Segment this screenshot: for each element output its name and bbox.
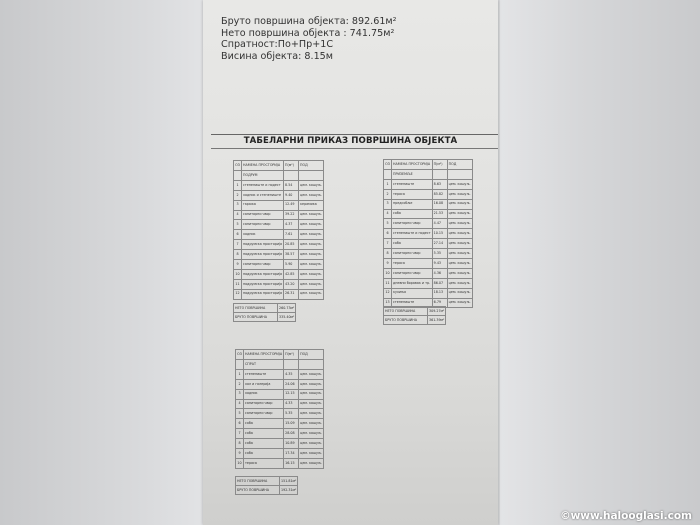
- room-area: 20.85: [284, 240, 299, 250]
- row-number: 5: [384, 219, 392, 229]
- floor-finish: цем. кошуљ.: [299, 220, 324, 230]
- floor-finish: цем. кошуљ.: [447, 298, 472, 308]
- room-area: 85.82: [432, 189, 447, 199]
- row-number: 2: [384, 189, 392, 199]
- room-area: 5.35: [284, 409, 299, 419]
- row-number: 12: [384, 288, 392, 298]
- room-name: подрумска просторија: [242, 240, 284, 250]
- row-number: 4: [234, 210, 242, 220]
- basement-totals: [233, 303, 296, 322]
- room-area: 4.36: [432, 268, 447, 278]
- gross-label: БРУТО ПОВРШИНА: [384, 316, 428, 325]
- table-row: [236, 419, 324, 429]
- gross-area-line: Бруто површина објекта: 892.61м²: [221, 16, 397, 27]
- table-row: [234, 220, 324, 230]
- row-number: 6: [234, 230, 242, 240]
- document-page: [203, 0, 498, 525]
- table-row: [384, 219, 473, 229]
- floor-finish: цем. кошуљ.: [299, 279, 324, 289]
- row-number: 8: [236, 439, 244, 449]
- height-line: Висина објекта: 8.15м: [221, 51, 334, 63]
- header-cell: ОЗ: [234, 161, 242, 171]
- room-area: 27.14: [432, 239, 447, 249]
- room-area: 4.35: [284, 369, 299, 379]
- floor-finish: цем. кошуљ.: [299, 419, 324, 429]
- table-row: [236, 449, 324, 459]
- row-number: 4: [236, 399, 244, 409]
- floor-finish: цем. кошуљ.: [447, 179, 472, 189]
- room-name: соба: [392, 209, 433, 219]
- room-name: подрумска просторија: [242, 279, 284, 289]
- floor-finish: цем. кошуљ.: [299, 190, 324, 200]
- net-value: 151.81м²: [280, 477, 298, 486]
- row-number: 12: [234, 289, 242, 299]
- room-area: 4.33: [284, 399, 299, 409]
- room-area: 10.15: [432, 229, 447, 239]
- room-area: 16.08: [432, 199, 447, 209]
- title-rule-bottom: [211, 148, 498, 149]
- floor-finish: цем. кошуљ.: [299, 250, 324, 260]
- room-name: соба: [244, 429, 284, 439]
- table-header-row: [384, 160, 473, 170]
- table-header-row: [234, 161, 324, 171]
- upper-floor-totals: [235, 476, 298, 495]
- room-name: подрумска просторија: [242, 289, 284, 299]
- room-name: ходник и степениште: [242, 190, 284, 200]
- table-row: [234, 269, 324, 279]
- room-area: 4.37: [284, 220, 299, 230]
- row-number: 7: [236, 429, 244, 439]
- floor-finish: керамика: [299, 200, 324, 210]
- room-name: санитарни чвор: [242, 210, 284, 220]
- room-name: соба: [244, 419, 284, 429]
- room-area: 4.47: [432, 219, 447, 229]
- row-number: 8: [384, 249, 392, 259]
- row-number: 1: [384, 179, 392, 189]
- floor-finish: цем. кошуљ.: [447, 259, 472, 269]
- floor-finish: цем. кошуљ.: [299, 210, 324, 220]
- room-area: 12.49: [284, 200, 299, 210]
- row-number: 11: [384, 278, 392, 288]
- header-cell: П(м²): [432, 160, 447, 170]
- floor-finish: цем. кошуљ.: [299, 429, 324, 439]
- room-name: санитарни чвор: [244, 399, 284, 409]
- room-area: 39.22: [284, 210, 299, 220]
- room-name: санитарни чвор: [244, 409, 284, 419]
- row-number: 4: [384, 209, 392, 219]
- row-number: 7: [234, 240, 242, 250]
- floor-finish: цем. кошуљ.: [299, 369, 324, 379]
- room-area: 21.53: [432, 209, 447, 219]
- room-name: гаража: [242, 200, 284, 210]
- gross-total-row: [236, 486, 298, 495]
- room-area: 9.43: [432, 259, 447, 269]
- row-number: 3: [236, 389, 244, 399]
- room-name: санитарни чвор: [392, 219, 433, 229]
- object-summary: [221, 16, 397, 63]
- row-number: 10: [236, 458, 244, 468]
- table-row: [234, 200, 324, 210]
- header-cell: НАМЕНА ПРОСТОРИЈА: [392, 160, 433, 170]
- floor-finish: цем. кошуљ.: [447, 199, 472, 209]
- room-area: 15.09: [284, 419, 299, 429]
- title-rule-top: [211, 134, 498, 135]
- room-area: 9.40: [284, 190, 299, 200]
- floor-finish: цем. кошуљ.: [447, 288, 472, 298]
- upper-floor-table: [235, 349, 324, 469]
- room-name: степениште: [392, 298, 433, 308]
- room-name: санитарни чвор: [392, 268, 433, 278]
- room-name: степениште и подест: [242, 180, 284, 190]
- table-row: [384, 288, 473, 298]
- background-left: [0, 0, 205, 525]
- room-area: 18.13: [432, 288, 447, 298]
- upper-floor-rows: [236, 369, 324, 468]
- row-number: 7: [384, 239, 392, 249]
- room-name: тераса: [392, 189, 433, 199]
- gross-label: БРУТО ПОВРШИНА: [236, 486, 280, 495]
- section-row: [234, 171, 324, 181]
- table-row: [384, 179, 473, 189]
- table-row: [236, 379, 324, 389]
- floor-finish: цем. кошуљ.: [447, 219, 472, 229]
- floor-finish: цем. кошуљ.: [299, 230, 324, 240]
- table-row: [384, 229, 473, 239]
- section-label: ПРИЗЕМЉЕ: [392, 170, 433, 180]
- room-name: ходник: [244, 389, 284, 399]
- room-area: 86.07: [432, 278, 447, 288]
- table-row: [236, 439, 324, 449]
- row-number: 2: [236, 379, 244, 389]
- room-area: 42.85: [284, 269, 299, 279]
- room-area: 10.89: [284, 439, 299, 449]
- row-number: 13: [384, 298, 392, 308]
- floor-finish: цем. кошуљ.: [447, 249, 472, 259]
- table-row: [384, 259, 473, 269]
- room-name: соба: [244, 449, 284, 459]
- room-name: дневни боравак и тр.: [392, 278, 433, 288]
- row-number: 3: [234, 200, 242, 210]
- basement-rows: [234, 180, 324, 299]
- floor-finish: цем. кошуљ.: [447, 278, 472, 288]
- room-name: тераса: [244, 458, 284, 468]
- header-cell: ПОД: [299, 161, 324, 171]
- room-name: степениште и подест: [392, 229, 433, 239]
- row-number: 9: [236, 449, 244, 459]
- table-row: [234, 190, 324, 200]
- table-row: [234, 260, 324, 270]
- section-row: [384, 170, 473, 180]
- watermark-text: ©www.halooglasi.com: [560, 510, 692, 522]
- gross-total-row: [384, 316, 446, 325]
- room-name: санитарни чвор: [392, 249, 433, 259]
- room-name: санитарни чвор: [242, 260, 284, 270]
- table-row: [236, 429, 324, 439]
- table-row: [234, 250, 324, 260]
- gross-value: 361.39м²: [428, 316, 446, 325]
- header-cell: ПОД: [299, 350, 324, 360]
- floor-finish: цем. кошуљ.: [299, 289, 324, 299]
- row-number: 6: [384, 229, 392, 239]
- room-area: 5.35: [432, 249, 447, 259]
- ground-floor-table: [383, 159, 473, 308]
- room-name: кухиња: [392, 288, 433, 298]
- table-row: [384, 239, 473, 249]
- room-name: соба: [392, 239, 433, 249]
- net-value: 260.73м²: [278, 304, 296, 313]
- ground-floor-rows: [384, 179, 473, 308]
- floor-finish: цем. кошуљ.: [299, 449, 324, 459]
- row-number: 6: [236, 419, 244, 429]
- room-name: степениште: [392, 179, 433, 189]
- net-label: НЕТО ПОВРШИНА: [236, 477, 280, 486]
- gross-total-row: [234, 313, 296, 322]
- room-name: подрумска просторија: [242, 269, 284, 279]
- table-row: [234, 230, 324, 240]
- row-number: 10: [234, 269, 242, 279]
- gross-value: 335.40м²: [278, 313, 296, 322]
- table-row: [384, 268, 473, 278]
- ground-floor-totals: [383, 306, 446, 325]
- table-row: [236, 458, 324, 468]
- header-cell: ОЗ: [384, 160, 392, 170]
- floor-finish: цем. кошуљ.: [447, 189, 472, 199]
- row-number: 8: [234, 250, 242, 260]
- net-total-row: [234, 304, 296, 313]
- room-area: 43.20: [284, 279, 299, 289]
- section-label: ПОДРУМ: [242, 171, 284, 181]
- room-area: 17.34: [284, 449, 299, 459]
- net-label: НЕТО ПОВРШИНА: [234, 304, 278, 313]
- net-label: НЕТО ПОВРШИНА: [384, 307, 428, 316]
- floor-finish: цем. кошуљ.: [299, 180, 324, 190]
- floor-finish: цем. кошуљ.: [447, 239, 472, 249]
- table-row: [234, 279, 324, 289]
- basement-table: [233, 160, 324, 300]
- net-area-line: Нето површина објекта : 741.75м²: [221, 27, 395, 39]
- net-total-row: [236, 477, 298, 486]
- room-name: ходник: [242, 230, 284, 240]
- table-row: [234, 180, 324, 190]
- header-cell: НАМЕНА ПРОСТОРИЈА: [244, 350, 284, 360]
- floor-finish: цем. кошуљ.: [299, 269, 324, 279]
- table-row: [236, 389, 324, 399]
- floor-finish: цем. кошуљ.: [447, 229, 472, 239]
- room-name: подрумска просторија: [242, 250, 284, 260]
- room-area: 6.79: [432, 298, 447, 308]
- floor-finish: цем. кошуљ.: [299, 379, 324, 389]
- floor-finish: цем. кошуљ.: [299, 458, 324, 468]
- table-row: [384, 249, 473, 259]
- table-header-row: [236, 350, 324, 360]
- room-name: предсобље: [392, 199, 433, 209]
- header-cell: П(м²): [284, 350, 299, 360]
- room-area: 38.57: [284, 250, 299, 260]
- floor-finish: цем. кошуљ.: [299, 399, 324, 409]
- row-number: 9: [234, 260, 242, 270]
- floor-finish: цем. кошуљ.: [299, 260, 324, 270]
- room-name: соба: [244, 439, 284, 449]
- gross-value: 192.31м²: [280, 486, 298, 495]
- header-cell: ОЗ: [236, 350, 244, 360]
- row-number: 1: [236, 369, 244, 379]
- table-row: [384, 278, 473, 288]
- gross-label: БРУТО ПОВРШИНА: [234, 313, 278, 322]
- row-number: 2: [234, 190, 242, 200]
- storeys-line: Спратност:По+Пр+1С: [221, 39, 334, 51]
- floor-finish: цем. кошуљ.: [447, 209, 472, 219]
- room-name: тераса: [392, 259, 433, 269]
- table-row: [234, 210, 324, 220]
- table-row: [384, 199, 473, 209]
- net-value: 309.27м²: [428, 307, 446, 316]
- row-number: 9: [384, 259, 392, 269]
- header-cell: ПОД: [447, 160, 472, 170]
- table-row: [234, 240, 324, 250]
- row-number: 3: [384, 199, 392, 209]
- table-row: [236, 369, 324, 379]
- floor-finish: цем. кошуљ.: [447, 268, 472, 278]
- section-row: [236, 360, 324, 370]
- table-row: [236, 399, 324, 409]
- table-row: [384, 209, 473, 219]
- room-area: 7.61: [284, 230, 299, 240]
- room-name: санитарни чвор: [242, 220, 284, 230]
- row-number: 11: [234, 279, 242, 289]
- room-area: 26.31: [284, 289, 299, 299]
- room-area: 8.63: [432, 179, 447, 189]
- floor-finish: цем. кошуљ.: [299, 409, 324, 419]
- table-row: [236, 409, 324, 419]
- room-area: 16.15: [284, 458, 299, 468]
- room-area: 8.54: [284, 180, 299, 190]
- room-area: 12.15: [284, 389, 299, 399]
- room-area: 5.90: [284, 260, 299, 270]
- table-row: [384, 189, 473, 199]
- header-cell: НАМЕНА ПРОСТОРИЈА: [242, 161, 284, 171]
- room-area: 28.08: [284, 429, 299, 439]
- row-number: 5: [234, 220, 242, 230]
- row-number: 5: [236, 409, 244, 419]
- room-area: 24.06: [284, 379, 299, 389]
- row-number: 10: [384, 268, 392, 278]
- section-label: СПРАТ: [244, 360, 284, 370]
- room-name: хол и галерија: [244, 379, 284, 389]
- room-name: степениште: [244, 369, 284, 379]
- net-total-row: [384, 307, 446, 316]
- floor-finish: цем. кошуљ.: [299, 439, 324, 449]
- header-cell: П(м²): [284, 161, 299, 171]
- row-number: 1: [234, 180, 242, 190]
- floor-finish: цем. кошуљ.: [299, 389, 324, 399]
- floor-finish: цем. кошуљ.: [299, 240, 324, 250]
- table-title: ТАБЕЛАРНИ ПРИКАЗ ПОВРШИНА ОБЈЕКТА: [243, 136, 458, 146]
- background-right: [500, 0, 700, 525]
- table-row: [234, 289, 324, 299]
